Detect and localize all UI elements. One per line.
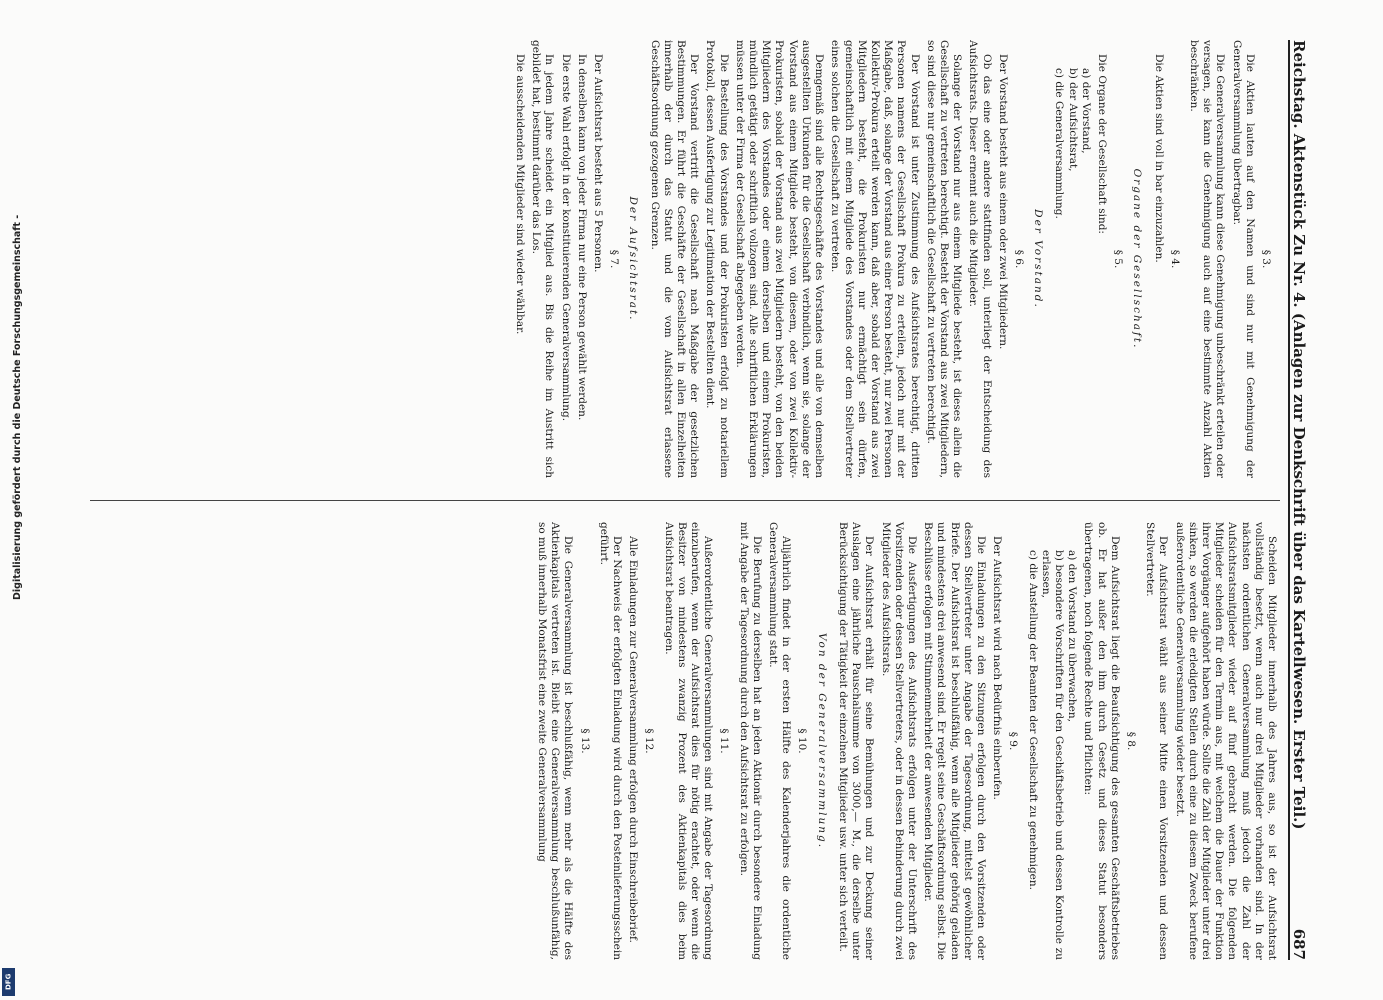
- paragraph: Die Aktien sind voll in bar einzuzahlen.: [1152, 54, 1165, 263]
- section-title: § 10.: [796, 728, 809, 754]
- paragraph: Demgemäß sind alle Rechtsgeschäfte des Vorstandes und alle von demselben ausgestellten Urkunden für die Gesellschaft verbindlich, wenn sie, solange der Vorstand aus einem Mitgliede besteht, von diesem, oder von zwei Kollektiv-Prokuristen, sobald der Vorstand aus zwei Mitgliedern besteht, von den beiden Mitgliedern des Vorstandes oder einem derselben und einem Prokuristen, mündlich getätigt oder schriftlich vollzogen sind. Alle schriftlichen Erklärungen müssen unter der Firma der Gesellschaft abgegeben werden.: [733, 40, 826, 478]
- paragraph: Die Organe der Gesellschaft sind:: [1095, 54, 1108, 234]
- paragraph: Solange der Vorstand nur aus einem Mitgliede besteht, ist dieses allein die Gesellschaft zu vertreten berechtigt. Besteht der Vorstand aus zwei Mitgliedern, so sind diese nur gemeinschaftlich die Gesellschaft zu vertreten berechtigt.: [924, 40, 964, 478]
- paragraph: Die Bestellung des Vorstandes und der Prokuristen erfolgt zu notariellem Protokoll, dessen Ausfertigung zur Legitimation der Bestellten dient.: [704, 40, 730, 478]
- paragraph: Der Aufsichtsrat erhält für seine Bemühungen und zur Deckung seiner Auslagen eine jährliche Pauschalsumme von 3000,— M., die derselbe unter Berücksichtigung der Tätigkeit der einzelnen Mitglieder usw. unter sich verteilt.: [836, 522, 876, 960]
- paragraph: Dem Aufsichtsrat liegt die Beaufsichtigung des gesamten Geschäftsbetriebes ob. Er hat außer den ihm durch Gesetz und dieses Statut besonders übertragenen, noch folgende Rechte und Pflichten:: [1082, 522, 1121, 960]
- paragraph: Scheiden Mitglieder innerhalb des Jahres aus, so ist der Aufsichtsrat vollständig besetzt, wenn auch nur drei Mitglieder vorhanden sind. In der nächsten ordentlichen Generalversammlung muß jedoch die Zahl der Aufsichtsratsmitglieder wieder auf fünf gebracht werden. Die folgenden Mitglieder scheiden für den Termin aus, mit welchem die Dauer der Funktion ihrer Vorgänger aufgehört haben würde. Sollte die Zahl der Mitglieder unter drei sinken, so werden die erledigten Stellen durch eine zu diesem Zweck berufene außerordentliche Generalversammlung wieder besetzt.: [1173, 522, 1278, 960]
- section-title: § 8.: [1124, 731, 1137, 751]
- credit-text: Digitalisierung gefördert durch die Deutsche Forschungsgemeinschaft -: [12, 214, 23, 600]
- right-column: [532, 522, 1278, 960]
- section-title: § 5.: [1112, 249, 1125, 269]
- chapter-heading: Von der Generalversammlung.: [815, 632, 828, 850]
- page-number: 687: [1290, 928, 1308, 960]
- paragraph: Der Aufsichtsrat wird nach Bedürfnis einberufen.: [991, 536, 1004, 800]
- rotated-document: [80, 40, 1320, 960]
- dfg-logo: DFG: [2, 968, 15, 996]
- paragraph: Der Aufsichtsrat wählt aus seiner Mitte einen Vorsitzenden und dessen Stellvertreter.: [1144, 522, 1170, 960]
- list-item: a) den Vorstand zu überwachen,: [1066, 550, 1079, 722]
- section-title: § 7.: [608, 249, 621, 269]
- paragraph: Die ausscheidenden Mitglieder sind wieder wählbar.: [514, 54, 527, 335]
- list-item: a) der Vorstand,: [1079, 68, 1092, 154]
- paragraph: Die Einladungen zu den Sitzungen erfolgen durch den Vorsitzenden oder dessen Stellvertreter unter Angabe der Tagesordnung, mittelst gewöhnlicher Briefe. Der Aufsichtsrat ist beschlußfähig, wenn alle Mitglieder gehörig geladen und mindestens drei anwesend sind. Er regelt seine Geschäftsordnung selbst. Die Beschlüsse erfolgen mit Stimmenmehrheit der anwesenden Mitglieder.: [922, 522, 987, 960]
- digitization-credit: [0, 0, 23, 1000]
- paragraph: Der Vorstand vertritt die Gesellschaft nach Maßgabe der gesetzlichen Bestimmungen. Er führt die Geschäfte der Gesellschaft in allen Einzelheiten innerhalb der durch das Statut und die vom Aufsichtsrat erlassene Geschäftsordnung gezogenen Grenzen.: [648, 40, 701, 478]
- paragraph: Der Aufsichtsrat besteht aus 5 Personen.: [592, 54, 605, 273]
- paragraph: Die Generalversammlung kann diese Genehmigung unbeschränkt erteilen oder versagen, sie kann die Genehmigung auch auf eine bestimmte Anzahl Aktien beschränken.: [1187, 40, 1227, 478]
- section-title: § 4.: [1168, 249, 1181, 269]
- section-title: § 6.: [1012, 249, 1025, 269]
- paragraph: Alle Einladungen zur Generalversammlung erfolgen durch Einschreibebrief.: [627, 536, 640, 943]
- section-title: § 3.: [1260, 249, 1272, 269]
- paragraph: Die erste Wahl erfolgt in der konstituierenden Generalversammlung.: [559, 54, 572, 422]
- paragraph: Ob das eine oder andere stattfinden soll, unterliegt der Entscheidung des Aufsichtsrats. Dieser ernennt auch die Mitglieder.: [967, 40, 993, 478]
- paragraph: In denselben kann von jeder Firma nur eine Person gewählt werden.: [575, 54, 588, 421]
- paragraph: Außerordentliche Generalversammlungen sind mit Angabe der Tagesordnung einzuberufen, wenn der Aufsichtsrat dies für nötig erachtet, oder wenn die Besitzer von mindestens zwanzig Prozent des Aktienkapitals dies beim Aufsichtsrat beantragen.: [662, 522, 715, 960]
- chapter-heading: Der Vorstand.: [1032, 209, 1045, 309]
- paragraph: Die Generalversammlung ist beschlußfähig, wenn mehr als die Hälfte des Aktienkapitals vertreten ist. Bleibt eine Generalversammlung beschlußunfähig, so muß innerhalb Monatsfrist eine zweite Generalversammlung: [536, 522, 575, 960]
- section-title: § 9.: [1007, 731, 1020, 751]
- paragraph: Der Vorstand ist unter Zustimmung des Aufsichtsrates berechtigt, dritten Personen namens der Gesellschaft Prokura zu erteilen, jedoch nur mit der Maßgabe, daß, solange der Vorstand aus einer Person besteht, nur zwei Personen Kollektiv-Prokura erteilt werden kann, daß aber, sobald der Vorstand aus zwei Mitgliedern besteht, die Prokuristen nur ermächtigt sein dürfen, gemeinschaftlich mit einem Mitgliede des Vorstandes oder dem Stellvertreter eines solchen die Gesellschaft zu vertreten.: [829, 40, 921, 478]
- column-divider: [90, 500, 1280, 501]
- section-title: § 12.: [643, 728, 656, 754]
- paragraph: Die Berufung zu derselben hat an jeden Aktionär durch besondere Einladung mit Angabe der Tagesordnung durch den Aufsichtsrat zu erfolgen.: [737, 522, 763, 960]
- section-title: § 11.: [718, 728, 731, 754]
- list-item: c) die Generalversammlung.: [1053, 68, 1066, 219]
- paragraph: Die Aktien lauten auf den Namen und sind nur mit Genehmigung der Generalversammlung übertragbar.: [1230, 40, 1256, 478]
- list-item: b) besondere Vorschriften für den Geschäftsbetrieb und dessen Kontrolle zu erlassen,: [1039, 550, 1065, 960]
- paragraph: Alljährlich findet in der ersten Hälfte des Kalenderjahres die ordentliche Generalversammlung statt.: [767, 522, 793, 960]
- left-column: [510, 40, 1278, 478]
- page-header: [1288, 40, 1320, 960]
- running-head: Reichstag. Aktenstück Zu Nr. 4. (Anlagen zur Denkschrift über das Kartellwesen. Erster Teil.): [1290, 40, 1308, 830]
- list-item: c) die Anstellung der Beamten der Gesellschaft zu genehmigen.: [1026, 550, 1039, 890]
- chapter-heading: Organe der Gesellschaft.: [1131, 168, 1144, 350]
- paragraph: Der Nachweis der erfolgten Einladung wird durch den Posteinlieferungsschein geführt.: [597, 522, 624, 960]
- paragraph: In jedem Jahre scheidet ein Mitglied aus. Bis die Reihe im Austritt sich gebildet hat, bestimmt darüber das Los.: [530, 40, 556, 478]
- paragraph: Die Ausfertigungen des Aufsichtsrats erfolgen unter der Unterschrift des Vorsitzenden oder dessen Stellvertreters, oder in dessen Behinderung durch zwei Mitglieder des Aufsichtsrats.: [879, 522, 918, 960]
- section-title: § 13.: [578, 728, 591, 754]
- chapter-heading: Der Aufsichtsrat.: [627, 196, 640, 322]
- paragraph: Der Vorstand besteht aus einem oder zwei Mitgliedern.: [996, 54, 1009, 350]
- list-item: b) der Aufsichtsrat,: [1066, 68, 1079, 172]
